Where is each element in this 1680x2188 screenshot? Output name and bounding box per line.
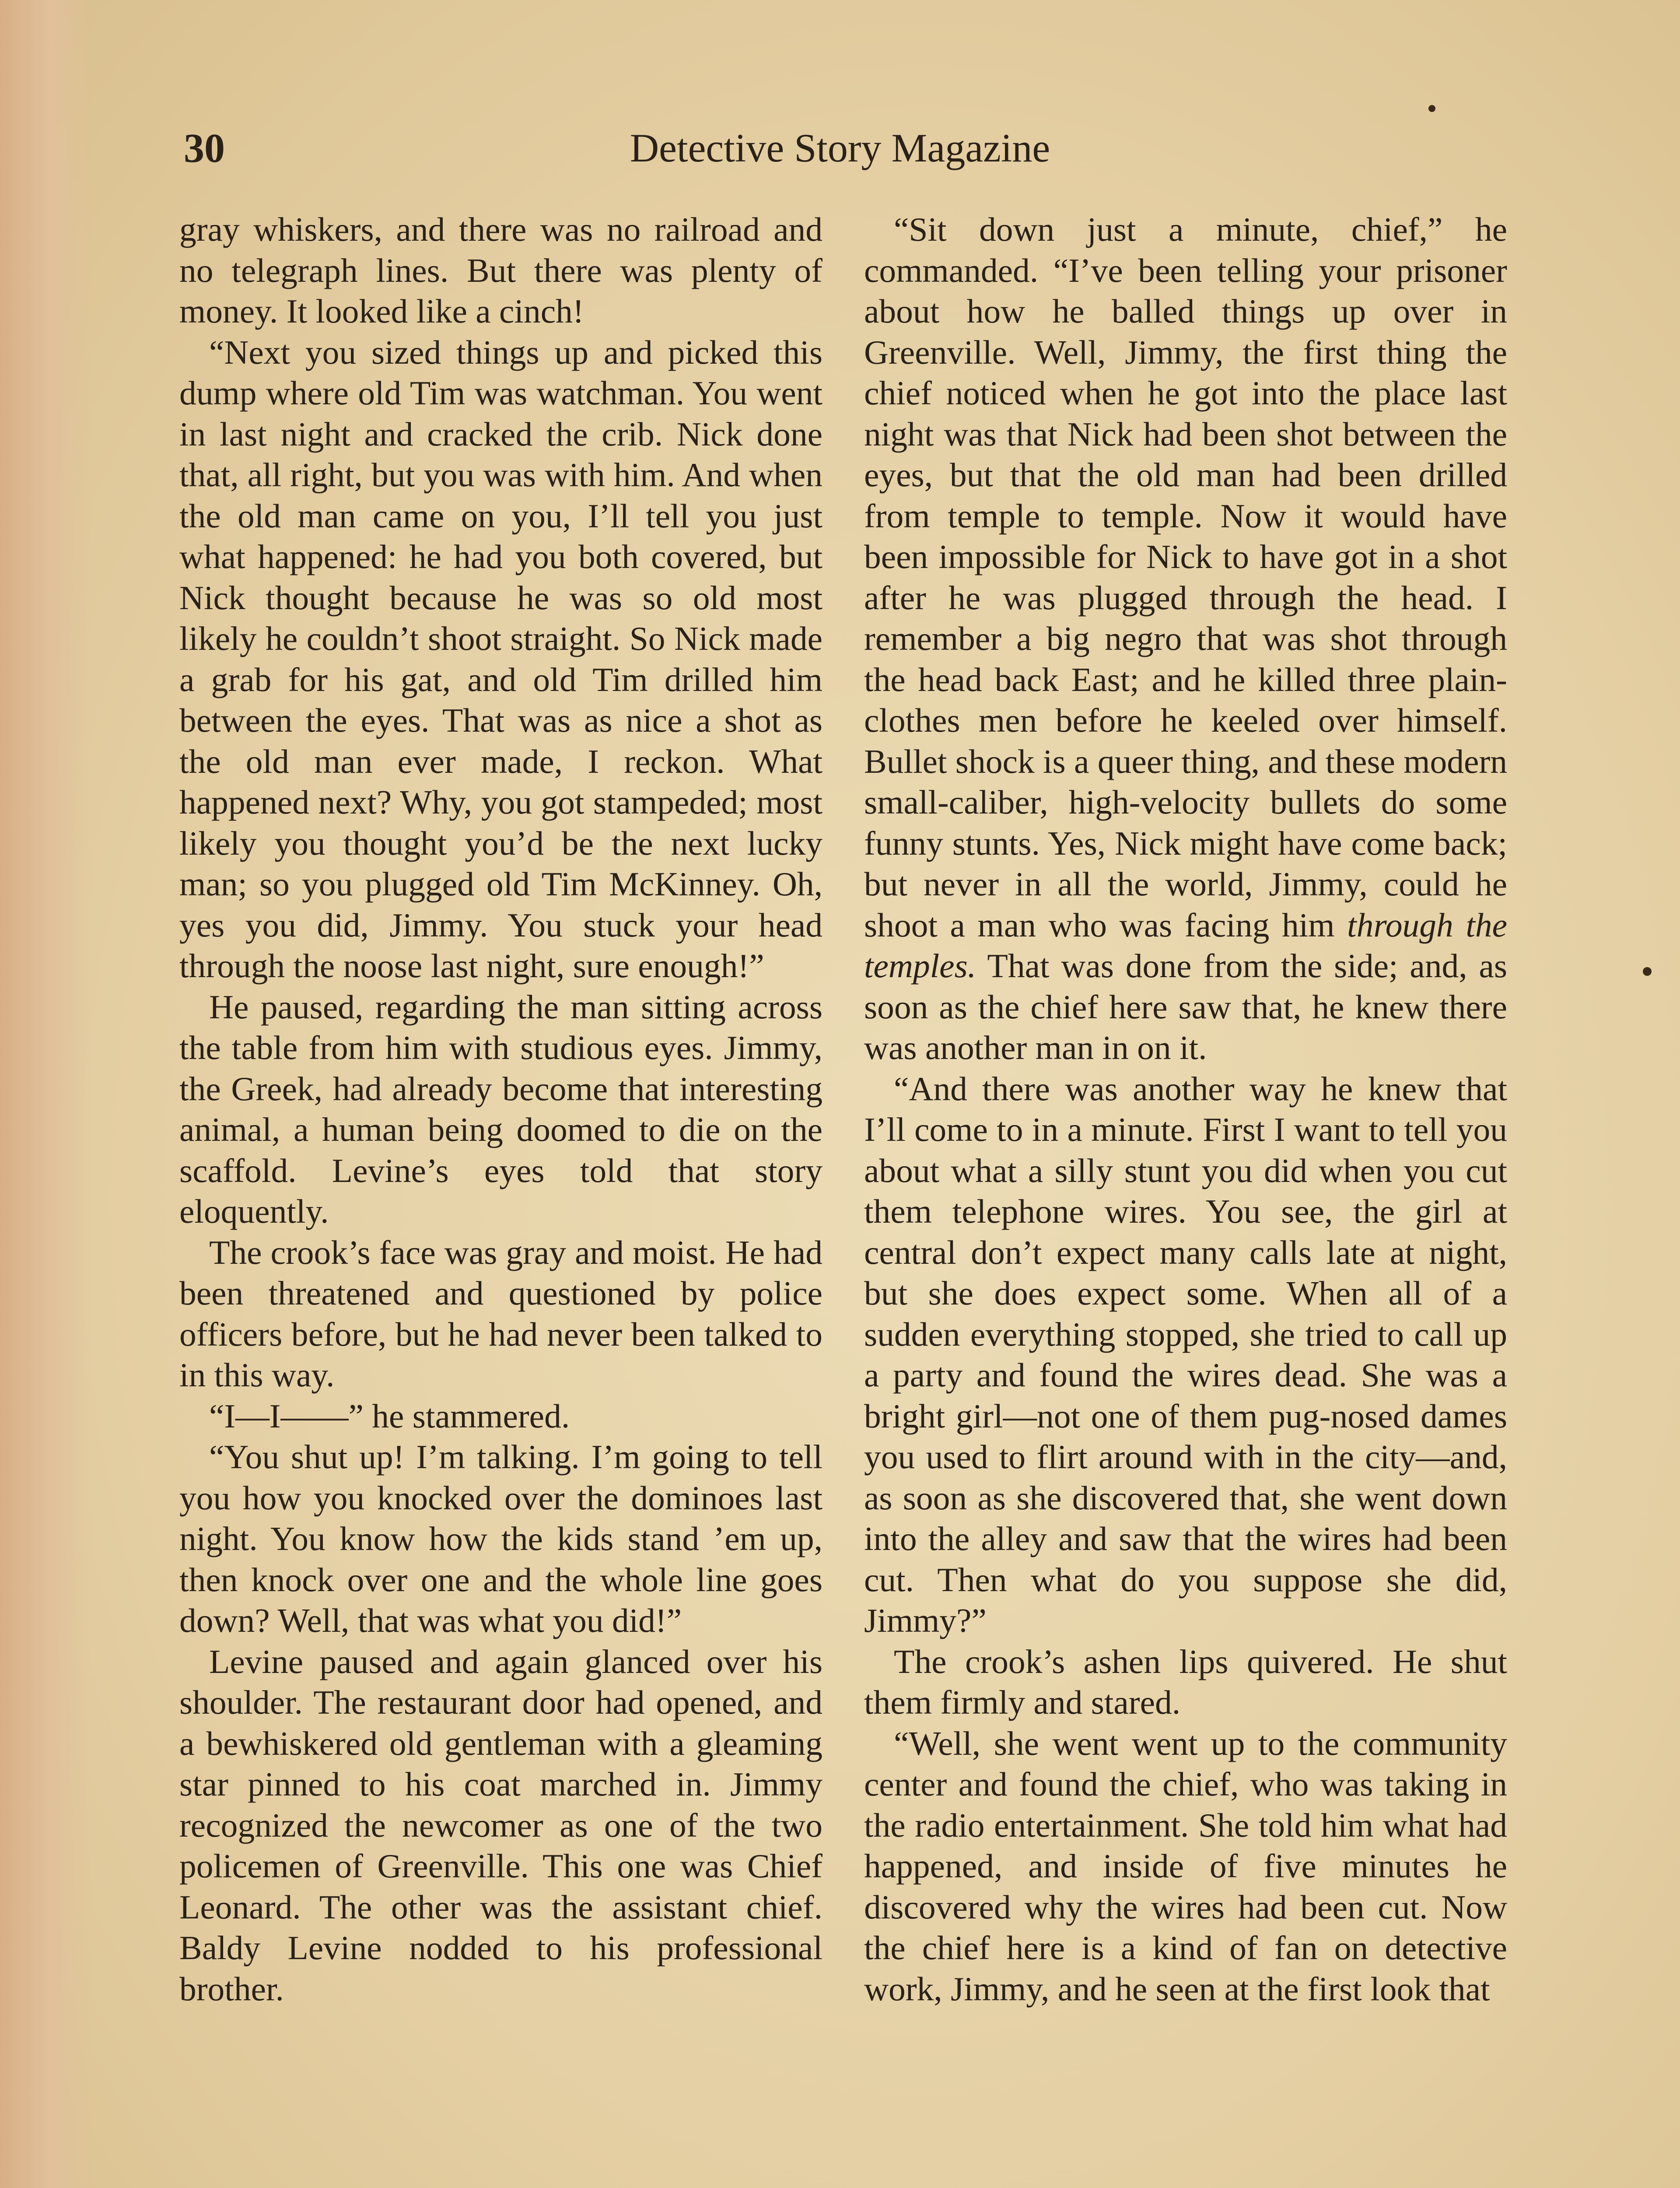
- page-header: [184, 128, 1496, 185]
- running-title: Detective Story Magazine: [630, 126, 1050, 170]
- paragraph: “Well, she went went up to the community center and found the chief, who was taking in the radio entertainment. She told him what had happened, and inside of five minutes he discovered why the wires had been cut. Now the chief here is a kind of fan on detective work, Jimmy, and he seen at the first look that: [864, 1724, 1507, 2008]
- ink-speck: [1643, 967, 1652, 976]
- paragraph: The crook’s ashen lips quivered. He shut them firmly and stared.: [864, 1642, 1507, 1721]
- paragraph: gray whiskers, and there was no railroad and no telegraph lines. But there was plenty of money. It looked like a cinch!: [179, 210, 822, 330]
- paragraph: The crook’s face was gray and moist. He had been threatened and questioned by police officers before, but he had never been talked to in this way.: [179, 1233, 822, 1394]
- right-column: [864, 209, 1507, 2009]
- paragraph: [864, 209, 1507, 1069]
- paragraph-text: “Sit down just a minute, chief,” he commanded. “I’ve been telling your prisoner about how he balled things up over in Greenville. Well, Jimmy, the first thing the chief noticed when he got into the place last night was that Nick had been shot between the eyes, but that the old man had been drilled from temple to temple. Now it would have been impossible for Nick to have got in a shot after he was plugged through the head. I remember a big negro that was shot through the head back East; and he killed three plain-clothes men before he keeled over himself. Bullet shock is a queer thing, and these modern small-caliber, high-velocity bullets do some funny stunts. Yes, Nick might have come back; but never in all the world, Jimmy, could he shoot a man who was facing him: [864, 210, 1508, 944]
- paragraph-text: That was done from the side; and, as soon as the chief here saw that, he knew there was another man in on it.: [864, 947, 1507, 1066]
- paragraph: “And there was another way he knew that I’ll come to in a minute. First I want to tell you about what a silly stunt you did when you cut them telephone wires. You see, the girl at central don’t expect many calls late at night, but she does expect some. When all of a sudden everything stopped, she tried to call up a party and found the wires dead. She was a bright girl—not one of them pug-nosed dames you used to flirt around with in the city—and, as soon as she discovered that, she went down into the alley and saw that the wires had been cut. Then what do you suppose she did, Jimmy?”: [864, 1069, 1507, 1639]
- page-spine-shadow: [0, 0, 92, 2188]
- left-column: [179, 209, 822, 2009]
- paragraph: Levine paused and again glanced over his shoulder. The restaurant door had opened, and a bewhiskered old gentleman with a gleaming star pinned to his coat marched in. Jimmy recognized the newcomer as one of the two policemen of Greenville. This one was Chief Leonard. The other was the assistant chief. Baldy Levine nodded to his professional brother.: [179, 1642, 822, 2008]
- ink-speck: [1428, 105, 1435, 112]
- italic-phrase: through the temples.: [864, 906, 1507, 985]
- paragraph: “I—I——” he stammered.: [209, 1397, 570, 1435]
- paragraph: “Next you sized things up and picked this dump where old Tim was watchman. You went in last night and cracked the crib. Nick done that, all right, but you was with him. And when the old man came on you, I’ll tell you just what happened: he had you both covered, but Nick thought because he was so old most likely he couldn’t shoot straight. So Nick made a grab for his gat, and old Tim drilled him between the eyes. That was as nice a shot as the old man ever made, I reckon. What happened next? Why, you got stampeded; most likely you thought you’d be the next lucky man; so you plugged old Tim McKinney. Oh, yes you did, Jimmy. You stuck your head through the noose last night, sure enough!”: [179, 333, 822, 985]
- page-number: 30: [184, 126, 225, 171]
- paragraph: “You shut up! I’m talking. I’m going to tell you how you knocked over the dominoes last night. You know how the kids stand ’em up, then knock over one and the whole line goes down? Well, that was what you did!”: [179, 1438, 822, 1639]
- paragraph: He paused, regarding the man sitting across the table from him with studious eyes. Jimmy, the Greek, had already become that interesting animal, a human being doomed to die on the scaffold. Levine’s eyes told that story eloquently.: [179, 988, 822, 1230]
